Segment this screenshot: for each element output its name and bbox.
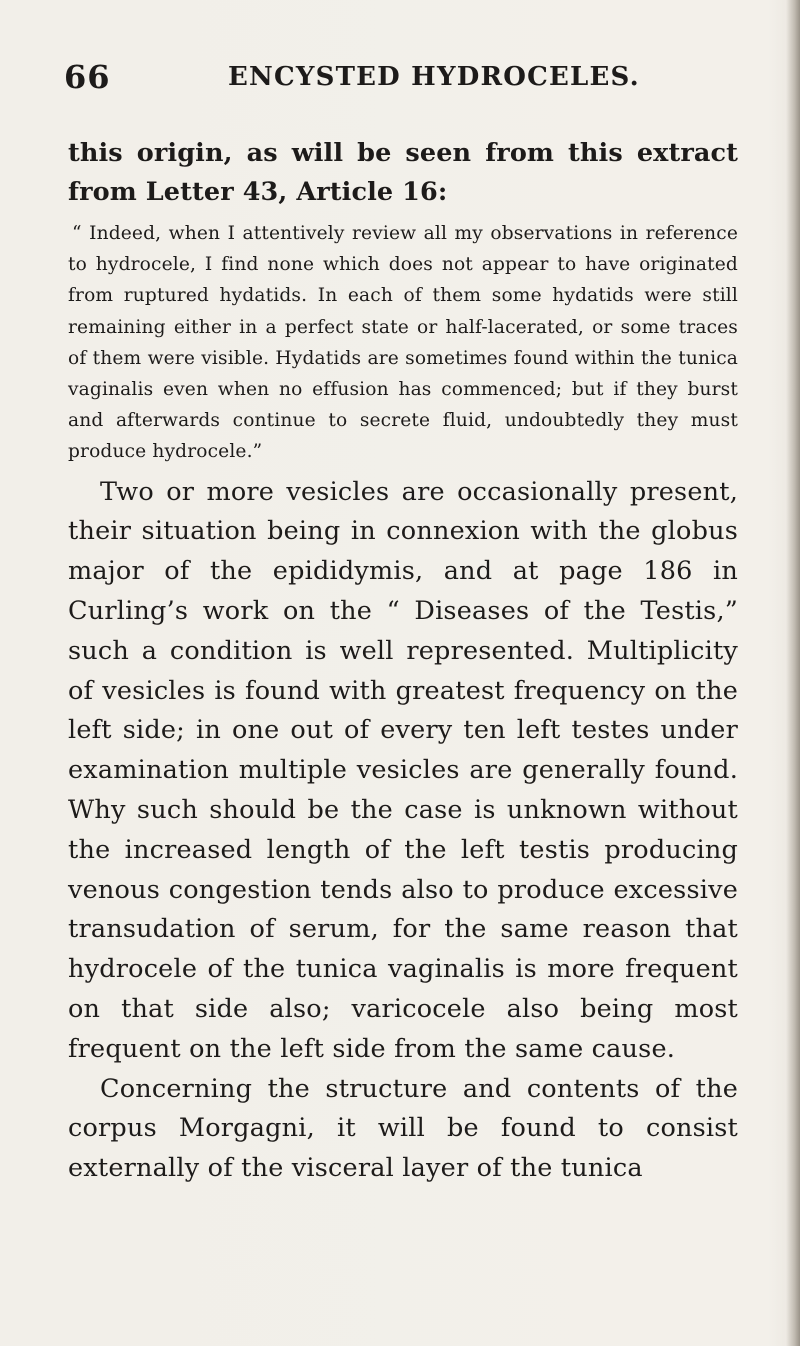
page-edge-shadow: [786, 0, 800, 1346]
body-paragraph-continued: Concerning the structure and contents of the corpus Morgagni, it will be found to consist externally of the visceral layer of the tunica: [68, 1073, 738, 1184]
body-paragraph: Two or more vesicles are occasionally present, their situation being in connexion with the globus major of the epididymis, and at page 186 in Curling’s work on the “ Diseases of the Testis,” such a condition is well represented. Multiplicity of vesicles is found with greatest frequency on the left side; in one out of every ten left testes under examination multiple vesicles are generally found. Why such should be the case is unknown without the increased length of the left testis producing venous congestion tends also to produce excessive transudation of serum, for the same reason that hydrocele of the tunica vaginalis is more frequent on that side also; varicocele also being most frequent on the left side from the same cause.: [68, 476, 738, 1064]
running-head: ENCYSTED HYDROCELES.: [228, 62, 640, 92]
page-body: [68, 134, 738, 1189]
page-header: [64, 58, 744, 104]
intro-paragraph: this origin, as will be seen from this extract from Letter 43, Article 16:: [68, 138, 738, 207]
page-number: 66: [64, 58, 111, 96]
quoted-extract: “ Indeed, when I attentively review all my observations in reference to hydrocele, I find none which does not appear to have originated from ruptured hydatids. In each of them some hydatids were still remaining either in a perfect state or half-lacerated, or some traces of them were visible. Hydatids are sometimes found within the tunica vaginalis even when no effusion has commenced; but if they burst and afterwards continue to secrete fluid, undoubtedly they must produce hydrocele.”: [68, 223, 738, 463]
